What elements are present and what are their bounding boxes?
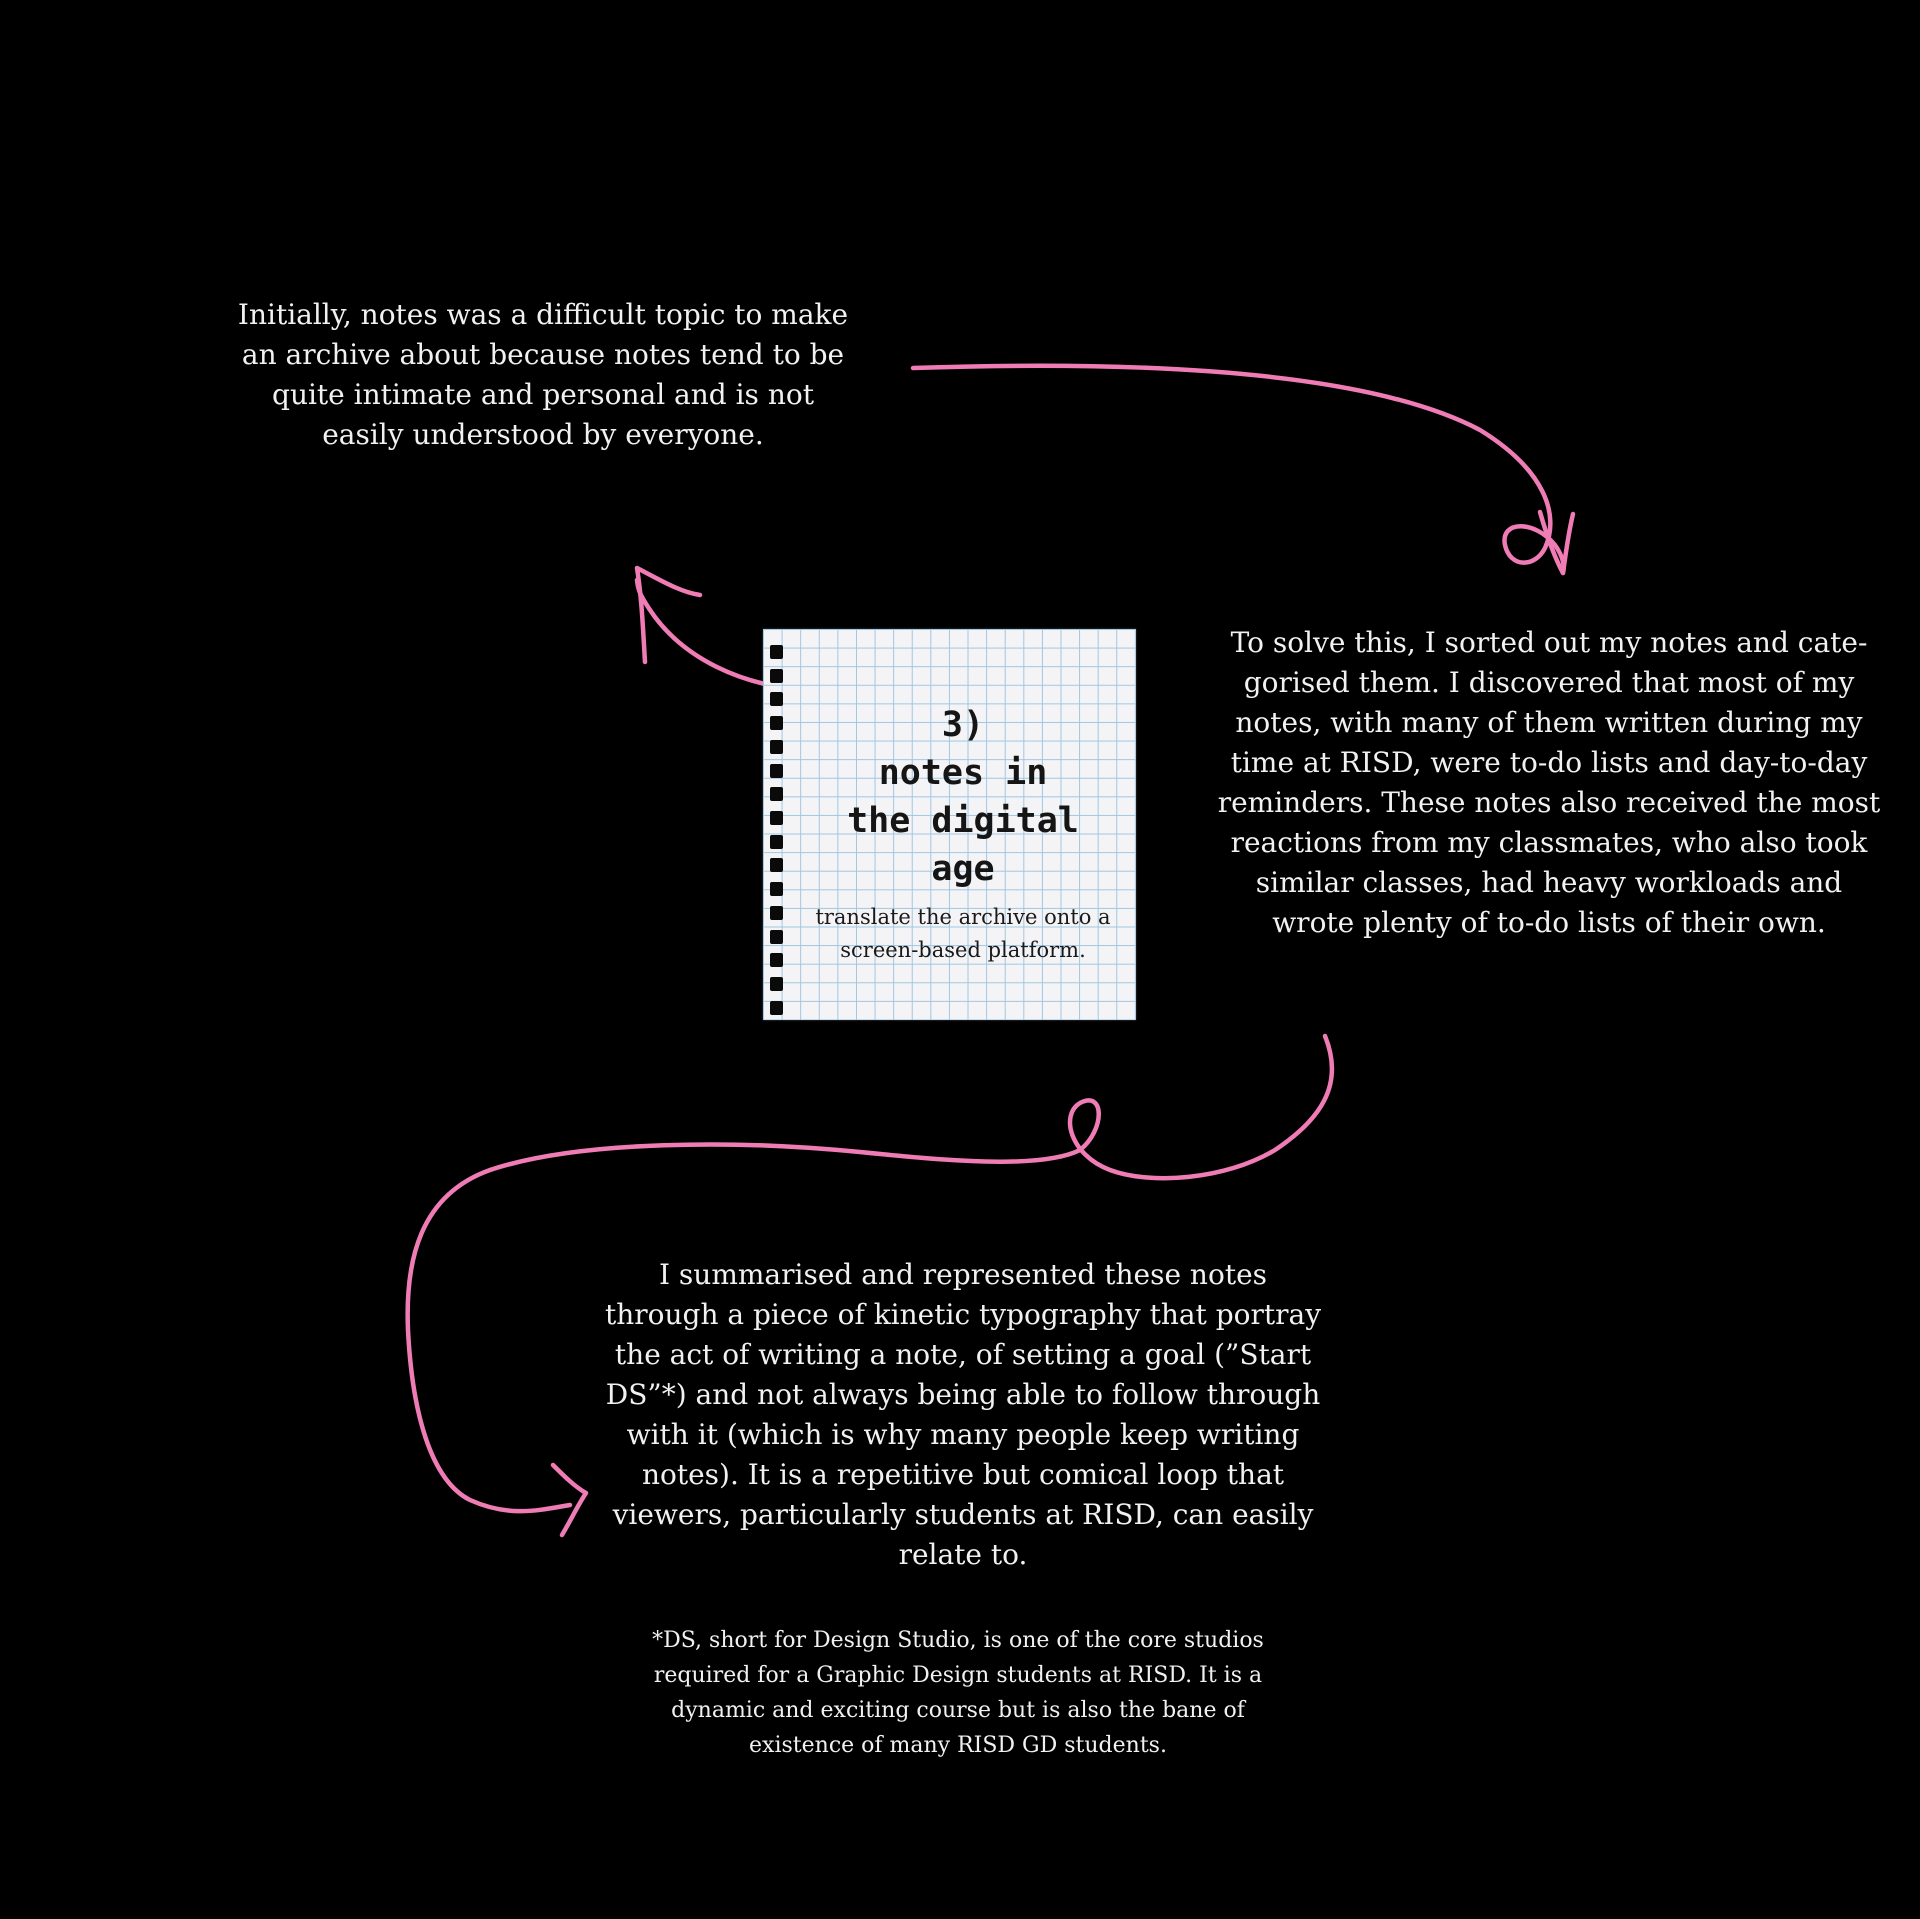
note-title-line: the digital	[847, 801, 1079, 841]
note-title-line: age	[931, 849, 995, 889]
spiral-hole	[770, 906, 783, 920]
spiral-hole	[770, 1001, 783, 1015]
spiral-hole	[770, 716, 783, 730]
spiral-hole	[770, 764, 783, 778]
spiral-hole	[770, 692, 783, 706]
spiral-hole	[770, 645, 783, 659]
spiral-hole	[770, 953, 783, 967]
arrow-bottom-loop-head	[553, 1465, 586, 1535]
note-card	[763, 629, 1136, 1020]
paragraph-initially: Initially, notes was a difficult topic to make an archive about because notes tend to be quite intimate and personal and is not easily understood by everyone.	[237, 298, 849, 451]
paragraph-summary: I summarised and represented these notes through a piece of kinetic typography that portray the act of writing a note, of setting a goal (”Start DS”*) and not always being able to follow through with it (which is why many people keep writing notes). It is a repetitive but comical loop that viewers, particularly students at RISD, can easily relate to.	[604, 1258, 1322, 1571]
spiral-hole	[770, 977, 783, 991]
note-title-line: notes in	[878, 753, 1048, 793]
note-subtitle: translate the archive onto a screen-based platform.	[815, 905, 1111, 962]
footnote: *DS, short for Design Studio, is one of the core studios required for a Graphic Design students at RISD. It is a dynamic and exciting course but is also the bane of existence of many RISD GD students.	[652, 1628, 1264, 1758]
spiral-hole	[770, 930, 783, 944]
spiral-hole	[770, 787, 783, 801]
arrow-top-right-head	[1540, 512, 1573, 573]
spiral-hole	[770, 858, 783, 872]
arrow-top-right	[913, 366, 1564, 573]
paragraph-solve: To solve this, I sorted out my notes and cate-gorised them. I discovered that most of my notes, with many of them written during my time at RISD, were to-do lists and day-to-day reminders. These notes also received the most reactions from my classmates, who also took similar classes, had heavy workloads and wrote plenty of to-do lists of their own.	[1217, 626, 1881, 939]
note-number: 3)	[941, 705, 985, 745]
spiral-holes	[770, 645, 786, 1015]
spiral-hole	[770, 740, 783, 754]
spiral-hole	[770, 835, 783, 849]
note-title	[803, 701, 1123, 893]
arrow-card-to-top-left-head	[637, 568, 700, 662]
spiral-hole	[770, 882, 783, 896]
spiral-hole	[770, 669, 783, 683]
spiral-hole	[770, 811, 783, 825]
